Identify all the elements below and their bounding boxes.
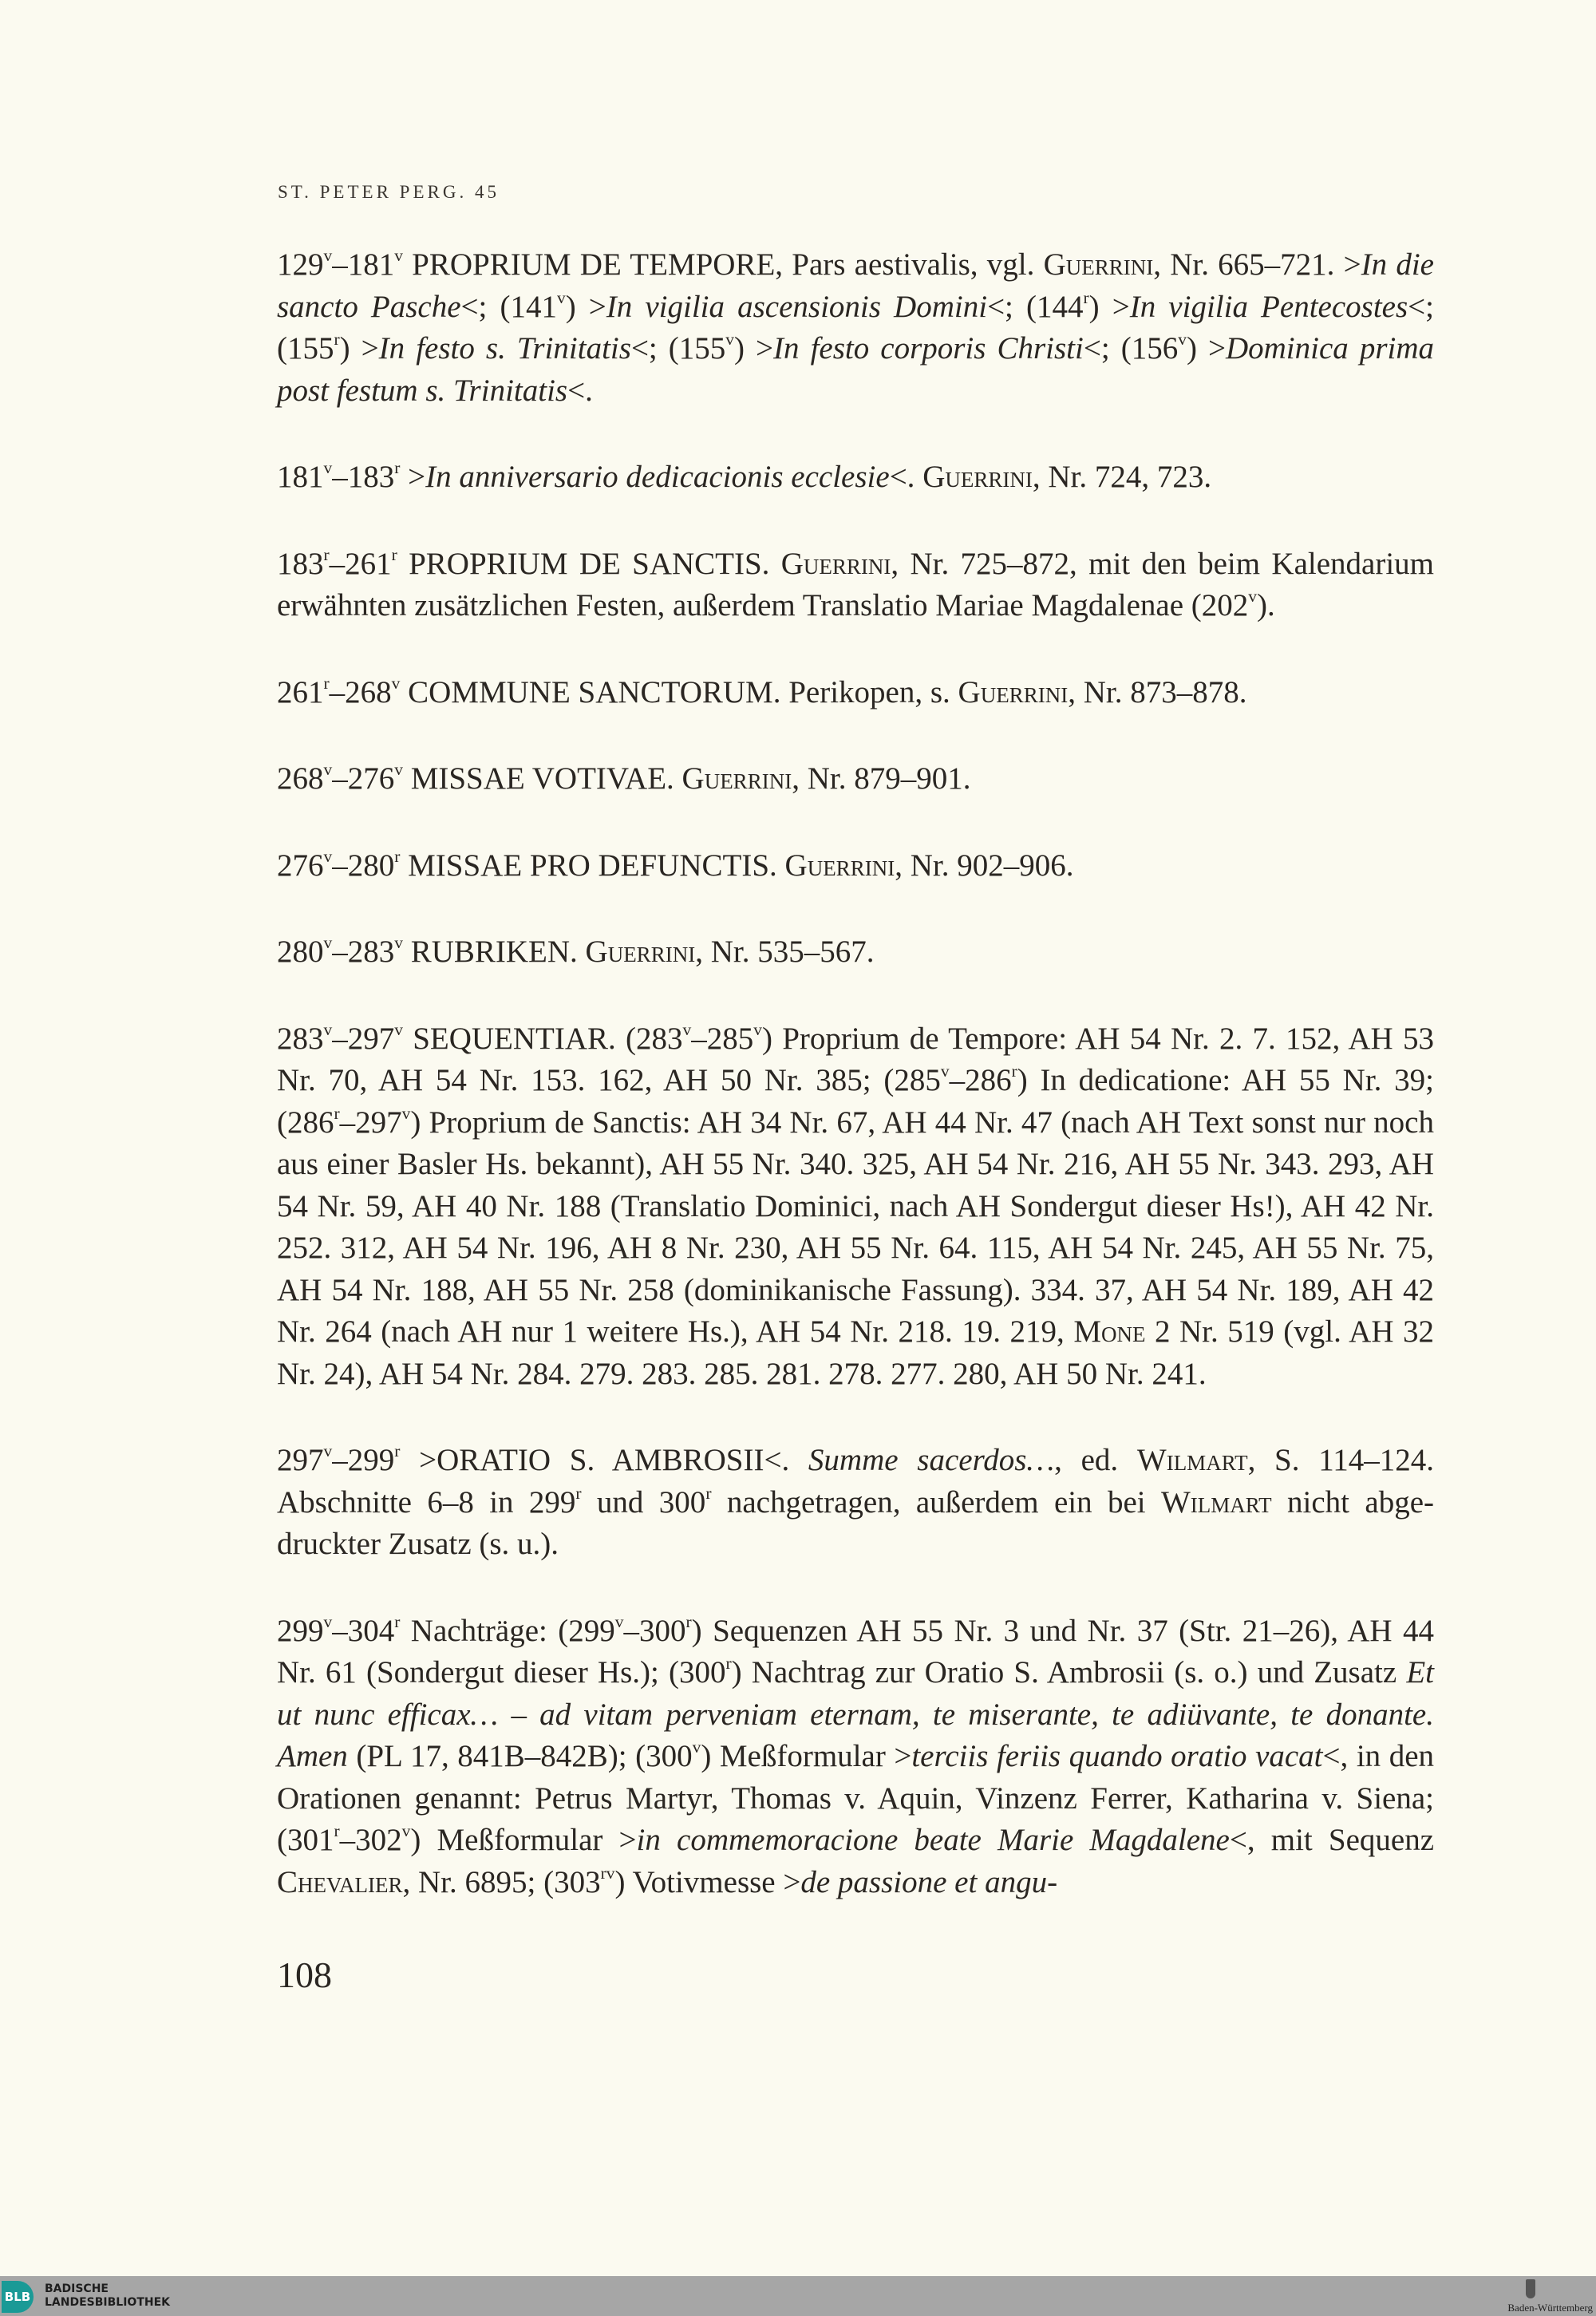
folio-superscript: r (394, 1441, 401, 1460)
entry-paragraph (277, 1611, 1434, 1904)
folio-superscript: r (1083, 287, 1089, 307)
text-segment: –297 (332, 1021, 395, 1056)
folio-superscript: v (394, 1019, 403, 1039)
folio-superscript: v (692, 1737, 701, 1757)
page-number: 108 (277, 1954, 332, 1995)
folio-superscript: r (391, 544, 397, 564)
text-segment: > (400, 460, 426, 494)
text-segment: <; (144 (987, 289, 1084, 324)
text-segment: 276 (277, 848, 324, 883)
small-caps-author: Wilmart (1136, 1443, 1248, 1477)
folio-superscript: r (705, 1483, 712, 1503)
text-segment: Nachträge: (299 (400, 1613, 615, 1648)
folio-superscript: v (614, 1611, 624, 1631)
text-segment: ) Nachtrag zur Oratio S. Ambrosii (s. o.) und Zusatz (731, 1655, 1407, 1690)
text-segment: 268 (277, 761, 324, 796)
text-segment: >ORATIO S. AMBROSII<. (400, 1443, 808, 1477)
text-segment: 181 (277, 460, 324, 494)
folio-superscript: v (556, 287, 566, 307)
text-segment: nachgetragen, außerdem ein bei (711, 1484, 1161, 1520)
italic-text: terciis feriis quando oratio vacat (911, 1739, 1323, 1773)
text-segment: , Nr. 725–872, mit den beim Kalendarium erwähnten zusätzlichen Festen, außerdem Translatio Mariae Magdalenae (202 (277, 546, 1434, 622)
text-segment: ) > (565, 289, 606, 324)
text-segment: <, mit Sequenz (1229, 1823, 1435, 1857)
text-segment: ) Votivmesse > (614, 1864, 801, 1899)
text-segment: , S. 114–124. Abschnitte 6–8 in 299 (277, 1443, 1434, 1520)
folio-superscript: v (323, 932, 333, 952)
entry-paragraph (277, 758, 1434, 800)
text-segment: –268 (329, 674, 392, 709)
folio-superscript: v (682, 1019, 692, 1039)
text-segment: –261 (329, 546, 392, 581)
folio-superscript: v (940, 1061, 950, 1081)
italic-text: In festo s. Trinitatis (378, 331, 631, 366)
folio-superscript: v (323, 1019, 333, 1039)
text-segment: ) > (734, 331, 774, 366)
text-segment: ) > (1088, 289, 1130, 324)
text-segment: ) > (1186, 331, 1226, 366)
text-segment: ) Meßformular > (410, 1823, 637, 1857)
small-caps-author: Guerrini (958, 674, 1069, 709)
text-segment: –285 (691, 1021, 754, 1056)
small-caps-author: Guerrini (780, 546, 891, 581)
folio-superscript: v (1178, 329, 1187, 349)
entry-paragraph (277, 543, 1434, 627)
folio-superscript: r (394, 846, 401, 866)
text-segment: , Nr. 6895; (303 (402, 1864, 601, 1899)
library-name[interactable] (45, 2282, 170, 2310)
text-segment: <; (141 (460, 289, 557, 324)
text-segment: –299 (332, 1443, 395, 1477)
text-segment: –280 (332, 848, 395, 883)
entry-paragraph (277, 456, 1434, 499)
italic-text: de passione et angu- (800, 1864, 1058, 1899)
text-segment: <; (155 (630, 331, 726, 366)
text-segment: –276 (332, 761, 395, 796)
text-segment: ) Meßformular > (701, 1739, 912, 1773)
library-name-line2: LANDESBIBLIOTHEK (45, 2296, 171, 2309)
text-segment: –283 (332, 935, 395, 969)
folio-superscript: v (323, 1441, 333, 1460)
small-caps-author: Guerrini (784, 848, 895, 883)
text-segment: <; (155 (277, 289, 1434, 366)
folio-superscript: rv (600, 1863, 615, 1883)
entry-paragraph (277, 845, 1434, 887)
folio-superscript: r (334, 1103, 340, 1123)
text-segment: –183 (332, 460, 395, 494)
folio-superscript: r (725, 1653, 732, 1673)
folio-superscript: r (323, 544, 330, 564)
text-segment: ). (1256, 588, 1275, 622)
entry-paragraph (277, 1440, 1434, 1566)
baden-wuerttemberg-crest-icon (1526, 2279, 1535, 2298)
small-caps-author: Guerrini (681, 761, 792, 796)
small-caps-author: Guerrini (922, 460, 1033, 494)
entry-paragraph (277, 1018, 1434, 1396)
text-segment: 183 (277, 546, 324, 581)
folio-superscript: r (334, 329, 340, 349)
text-segment: SEQUENTIAR. (283 (402, 1021, 683, 1056)
folio-superscript: v (394, 932, 403, 952)
italic-text: In anniversario dedicacionis ecclesie (425, 460, 890, 494)
entry-paragraph (277, 244, 1434, 412)
folio-superscript: r (1011, 1061, 1017, 1081)
running-head: ST. PETER PERG. 45 (278, 182, 500, 202)
folio-superscript: v (323, 1611, 333, 1631)
text-segment: <, in den Orationen genannt: Petrus Martyr, Thomas v. Aquin, Vinzenz Ferrer, Katharina v. Siena; (301 (277, 1739, 1435, 1857)
text-segment: 280 (277, 935, 324, 969)
folio-superscript: v (394, 759, 403, 779)
italic-text: in commemoracione beate Marie Magdalene (636, 1823, 1230, 1857)
text-segment: und 300 (581, 1484, 706, 1520)
text-segment: PROPRIUM DE SANCTIS. (397, 546, 781, 581)
text-segment: 129 (277, 247, 324, 282)
italic-text: In die sancto Pasche (277, 247, 1434, 324)
small-caps-author: Wilmart (1160, 1484, 1272, 1520)
folio-superscript: v (323, 846, 333, 866)
library-name-line1: BADISCHE (45, 2282, 109, 2295)
folio-superscript: r (394, 457, 401, 477)
folio-superscript: r (334, 1820, 340, 1840)
text-segment: <; (156 (1083, 331, 1179, 366)
blb-logo[interactable]: BLB (2, 2281, 34, 2313)
italic-text: Dominica prima post festum s. Trinitatis (277, 331, 1434, 408)
text-segment: ) Proprium de Sanctis: AH 34 Nr. 67, AH 44 Nr. 47 (nach AH Text sonst nur noch aus einer Basler Hs. bekannt), AH 55 Nr. 340. 325, AH 54 Nr. 216, AH 55 Nr. 343. 293, AH 54 Nr. 59, AH 40 Nr. 188 (Translatio Dominici, nach AH Sondergut dieser Hs!), AH 42 Nr. 252. 312, AH 54 Nr. 196, AH 8 Nr. 230, AH 55 Nr. 64. 115, AH 54 Nr. 245, AH 55 Nr. 75, AH 54 Nr. 188, AH 55 Nr. 258 (dominikanische Fassung). 334. 37, AH 54 Nr. 189, AH 42 Nr. 264 (nach AH nur 1 weitere Hs.), AH 54 Nr. 218. 19. 219, (277, 1105, 1434, 1349)
small-caps-author: Guerrini (585, 935, 696, 969)
text-segment: ) Sequenzen AH 55 Nr. 3 und Nr. 37 (Str. 21–26), AH 44 Nr. 61 (Sondergut dieser Hs.); (300 (277, 1613, 1435, 1690)
italic-text: In festo corporis Christi (773, 331, 1084, 366)
text-segment: , Nr. 902–906. (895, 848, 1074, 883)
text-segment: –286 (949, 1063, 1012, 1097)
folio-superscript: v (401, 1103, 411, 1123)
text-segment: <. (567, 373, 593, 408)
text-segment: COMMUNE SANCTORUM. Perikopen, s. (400, 674, 958, 709)
folio-superscript: v (725, 329, 735, 349)
italic-text: Summe sacerdos… (808, 1443, 1055, 1477)
folio-superscript: r (323, 673, 330, 693)
text-segment: –302 (339, 1823, 402, 1857)
text-segment: 261 (277, 674, 324, 709)
folio-superscript: v (323, 457, 333, 477)
text-segment: , Nr. 535–567. (695, 935, 875, 969)
baden-wuerttemberg-label[interactable]: Baden-Württemberg (1507, 2302, 1593, 2314)
small-caps-author: Chevalier (277, 1864, 403, 1899)
text-segment: <. (889, 460, 923, 494)
text-segment: , Nr. 665–721. > (1153, 247, 1361, 282)
folio-superscript: v (1248, 586, 1257, 606)
folio-superscript: r (685, 1611, 692, 1631)
text-segment: nicht abgedruckter Zusatz (s. u.). (277, 1484, 1435, 1561)
footer-bar (0, 2276, 1596, 2316)
text-segment: , ed. (1054, 1443, 1137, 1477)
folio-superscript: v (391, 673, 401, 693)
folio-superscript: v (394, 245, 403, 265)
text-segment: MISSAE VOTIVAE. (402, 761, 682, 796)
text-segment: , Nr. 873–878. (1068, 674, 1247, 709)
text-segment: –297 (339, 1105, 402, 1140)
text-segment: 299 (277, 1613, 324, 1648)
small-caps-author: Mone (1073, 1314, 1146, 1349)
text-segment: ) Proprium de Tempore: AH 54 Nr. 2. 7. 152, AH 53 Nr. 70, AH 54 Nr. 153. 162, AH 50 Nr. 385; (285 (277, 1021, 1434, 1097)
italic-text: Et ut nunc efficax… – ad vitam perveniam eternam, te miserante, te adiüvante, te donante. Amen (277, 1655, 1434, 1773)
text-segment: ) > (339, 331, 379, 366)
text-segment: –304 (332, 1613, 395, 1648)
document-body (277, 244, 1434, 1948)
small-caps-author: Guerrini (1043, 247, 1154, 282)
entry-paragraph (277, 672, 1434, 714)
text-segment: RUBRIKEN. (402, 935, 586, 969)
folio-superscript: v (753, 1019, 762, 1039)
folio-superscript: r (575, 1483, 582, 1503)
text-segment: 283 (277, 1021, 324, 1056)
folio-superscript: v (323, 245, 333, 265)
text-segment: , Nr. 879–901. (792, 761, 971, 796)
text-segment: 297 (277, 1443, 324, 1477)
folio-superscript: r (394, 1611, 401, 1631)
text-segment: –300 (623, 1613, 686, 1648)
italic-text: In vigilia Pentecostes (1129, 289, 1408, 324)
folio-superscript: v (401, 1820, 411, 1840)
text-segment: MISSAE PRO DEFUNCTIS. (400, 848, 785, 883)
folio-superscript: v (323, 759, 333, 779)
text-segment: 2 Nr. 519 (vgl. AH 32 Nr. 24), AH 54 Nr. 284. 279. 283. 285. 281. 278. 277. 280, AH 50 Nr. 241. (277, 1314, 1435, 1391)
text-segment: ) In dedicatione: AH 55 Nr. 39; (286 (277, 1063, 1434, 1140)
text-segment: (PL 17, 841B–842B); (300 (347, 1739, 693, 1773)
text-segment: PROPRIUM DE TEMPORE, Pars aestivalis, vgl. (402, 247, 1044, 282)
text-segment: –181 (332, 247, 395, 282)
italic-text: In vigilia ascensionis Domini (606, 289, 988, 324)
entry-paragraph (277, 931, 1434, 974)
text-segment: , Nr. 724, 723. (1032, 460, 1212, 494)
